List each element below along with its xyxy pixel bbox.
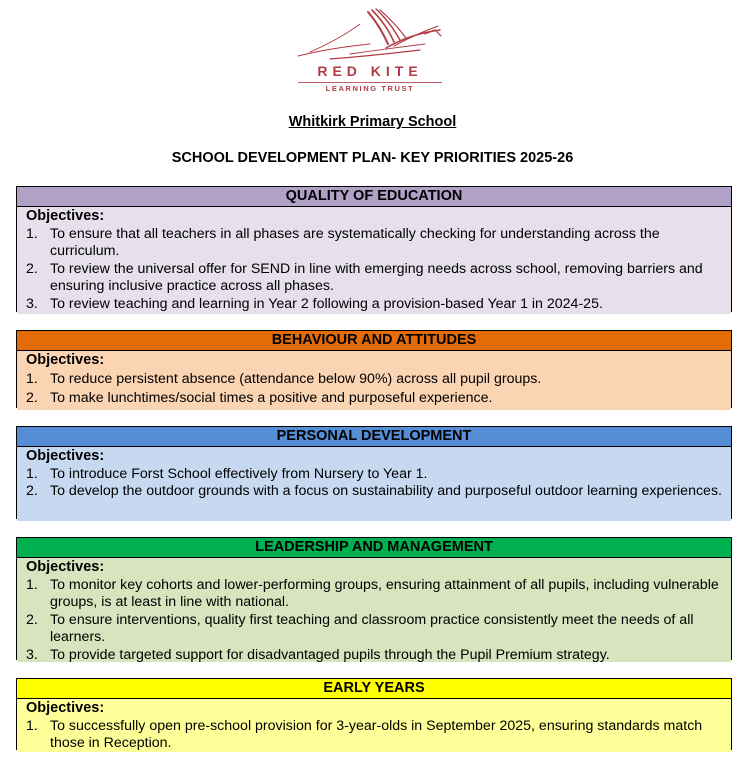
section-title: QUALITY OF EDUCATION [17, 187, 731, 207]
objective-text: To provide targeted support for disadvantaged pupils through the Pupil Premium strategy. [50, 646, 610, 663]
objective-number: 2. [26, 390, 38, 406]
objective-text: To successfully open pre-school provision for 3-year-olds in September 2025, ensuring standards match those in Reception. [50, 717, 703, 751]
objective-number: 1. [26, 717, 38, 734]
objective-text: To review the universal offer for SEND in line with emerging needs across school, removing barriers and ensuring inclusive practice across all phases. [50, 260, 703, 294]
red-kite-logo [290, 4, 450, 96]
objective-number: 2. [26, 611, 38, 628]
objective-item [26, 718, 722, 753]
objectives-list [26, 577, 722, 665]
section-body [17, 558, 731, 662]
kite-bird-icon [290, 4, 450, 64]
section-personal-development [16, 426, 732, 519]
objective-item [26, 483, 722, 501]
objective-text: To reduce persistent absence (attendance below 90%) across all pupil groups. [50, 370, 542, 387]
section-title: BEHAVIOUR AND ATTITUDES [17, 331, 731, 351]
objective-item [26, 296, 722, 314]
section-title: EARLY YEARS [17, 679, 731, 699]
section-body [17, 207, 731, 314]
objective-number: 3. [26, 295, 38, 312]
objective-number: 2. [26, 260, 38, 277]
objective-number: 1. [26, 465, 38, 482]
plan-title: SCHOOL DEVELOPMENT PLAN- KEY PRIORITIES 2025-26 [171, 150, 574, 166]
objectives-label: Objectives: [26, 352, 105, 368]
objective-item [26, 612, 722, 647]
objectives-list [26, 466, 722, 501]
objective-number: 1. [26, 576, 38, 593]
objective-item [26, 466, 722, 484]
objectives-list [26, 370, 722, 409]
objective-item [26, 389, 722, 409]
section-behaviour-and-attitudes [16, 330, 732, 408]
objectives-label: Objectives: [26, 700, 105, 716]
section-title: LEADERSHIP AND MANAGEMENT [17, 538, 731, 558]
objective-text: To develop the outdoor grounds with a focus on sustainability and purposeful outdoor learning experiences. [50, 483, 722, 499]
section-quality-of-education [16, 186, 732, 312]
objectives-label: Objectives: [26, 448, 105, 464]
objectives-list [26, 718, 722, 753]
objective-number: 1. [26, 370, 38, 387]
objective-text: To monitor key cohorts and lower-performing groups, ensuring attainment of all pupils, including vulnerable groups, is at least in line with national. [50, 576, 719, 610]
section-leadership-and-management [16, 537, 732, 663]
section-title: PERSONAL DEVELOPMENT [17, 427, 731, 447]
school-name: Whitkirk Primary School [288, 114, 457, 130]
section-early-years [16, 678, 732, 750]
objective-item [26, 226, 722, 261]
objectives-label: Objectives: [26, 208, 105, 224]
objectives-list [26, 226, 722, 314]
objective-text: To ensure that all teachers in all phases are systematically checking for understanding across the curriculum. [50, 225, 660, 259]
objective-text: To introduce Forst School effectively from Nursery to Year 1. [50, 465, 428, 482]
objective-number: 1. [26, 225, 38, 242]
objective-item [26, 647, 722, 665]
objective-text: To ensure interventions, quality first teaching and classroom practice consistently meet the needs of all learners. [50, 611, 694, 645]
objective-number: 3. [26, 646, 38, 663]
logo-subtitle: LEARNING TRUST [325, 84, 415, 93]
logo-divider [298, 82, 442, 83]
section-body [17, 699, 731, 752]
section-body [17, 447, 731, 521]
objective-item [26, 370, 722, 390]
objective-text: To make lunchtimes/social times a positive and purposeful experience. [50, 390, 493, 406]
objectives-label: Objectives: [26, 559, 105, 575]
section-body [17, 351, 731, 410]
objective-item [26, 261, 722, 296]
logo-wordmark: RED KITE [317, 63, 423, 79]
objective-item [26, 577, 722, 612]
objective-text: To review teaching and learning in Year 2 following a provision-based Year 1 in 2024-25. [50, 295, 603, 312]
objective-number: 2. [26, 483, 38, 499]
